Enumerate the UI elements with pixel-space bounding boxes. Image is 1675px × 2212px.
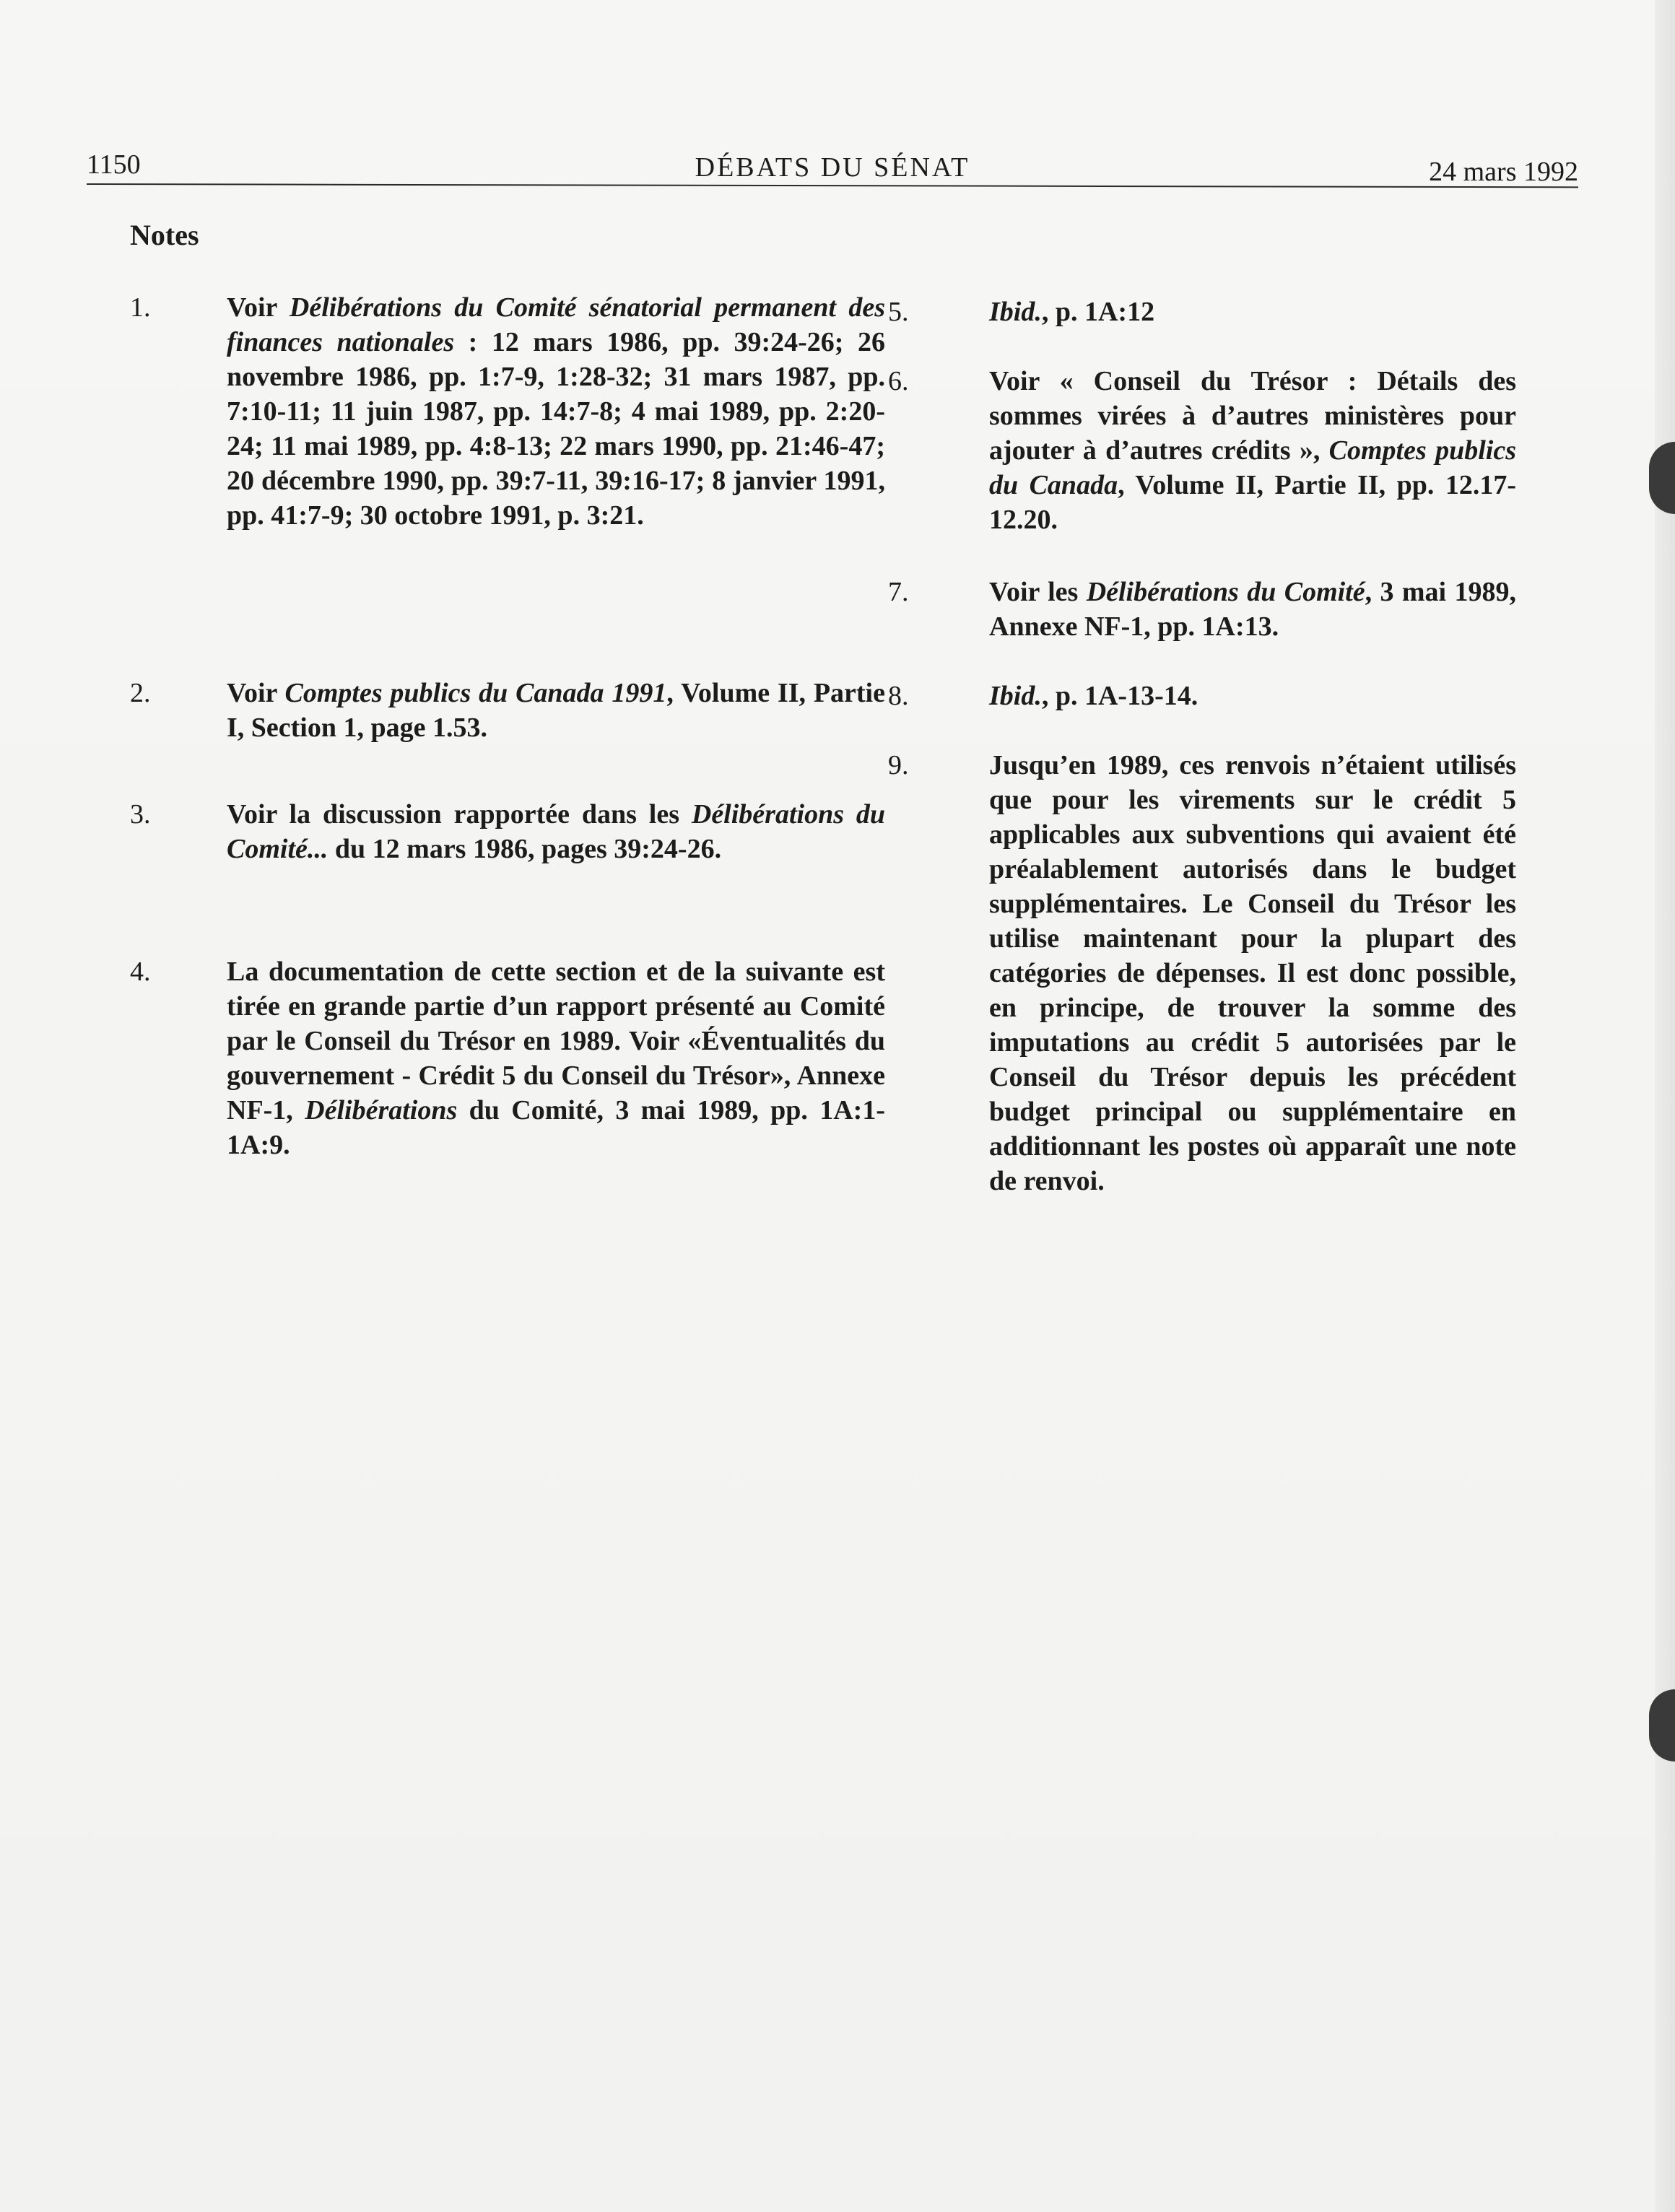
note-number: 9. [888, 750, 909, 780]
note-segment: , Volume II, Partie II, pp. 12.17-12.20. [989, 470, 1516, 535]
note-segment: Voir la discussion rapportée dans les [227, 799, 692, 830]
notes-heading: Notes [130, 219, 199, 251]
note-number: 8. [888, 681, 909, 711]
note-text [989, 748, 1516, 1198]
note-italic-segment: Comptes publics du Canada 1991 [284, 678, 667, 708]
note-text [227, 797, 885, 866]
note-segment: , p. 1A:12 [1041, 297, 1155, 327]
note-italic-segment: Ibid. [989, 681, 1042, 711]
binder-tab-mark [1649, 1689, 1675, 1762]
note-segment: Voir [227, 678, 285, 708]
note-italic-segment: Délibérations du Comité [1086, 577, 1365, 607]
note-text [227, 290, 885, 533]
note-number: 2. [130, 678, 151, 708]
note-italic-segment: Délibérations du Comité sénatorial permanent des finances nationales [227, 292, 885, 357]
note-segment: Voir « Conseil du Trésor : Détails des sommes virées à d’autres ministères pour ajouter à d’autres crédits », [989, 366, 1516, 466]
note-segment: : 12 mars 1986, pp. 39:24-26; 26 novembre 1986, pp. 1:7-9, 1:28-32; 31 mars 1987, pp. 7:10-11; 11 juin 1987, pp. 14:7-8; 4 mai 1989, pp. 2:20-24; 11 mai 1989, pp. 4:8-13; 22 mars 1990, pp. 21:46-47; 20 décembre 1990, pp. 39:7-11, 39:16-17; 8 janvier 1991, pp. 41:7-9; 30 octobre 1991, p. 3:21. [227, 327, 885, 531]
note-italic-segment: Délibérations [305, 1095, 458, 1125]
note-segment: , 3 mai 1989, Annexe NF-1, pp. 1A:13. [989, 577, 1516, 642]
note-segment: , p. 1A-13-14. [1041, 681, 1198, 711]
page-number: 1150 [87, 149, 141, 180]
note-text [989, 364, 1516, 537]
binder-tab-mark [1649, 442, 1675, 514]
note-segment: du 12 mars 1986, pages 39:24-26. [328, 834, 722, 864]
note-number: 3. [130, 799, 151, 830]
running-title: DÉBATS DU SÉNAT [695, 152, 970, 183]
note-segment: Voir [227, 292, 290, 323]
note-text [227, 676, 885, 745]
note-segment: La documentation de cette section et de la suivante est tirée en grande partie d’un rapport présenté au Comité par le Conseil du Trésor en 1989. Voir «Éventualités du gouvernement - Crédit 5 du Conseil du Trésor», Annexe NF-1, [227, 957, 885, 1125]
note-segment: Jusqu’en 1989, ces renvois n’étaient utilisés que pour les virements sur le crédit 5 applicables aux subventions qui avaient été préalablement autorisés dans le budget supplémentaires. Le Conseil du Trésor les utilise maintenant pour la plupart des catégories de dépenses. Il est donc possible, en principe, de trouver la somme des imputations au crédit 5 autorisées par le Conseil du Trésor depuis les précédent budget principal ou supplémentaire en additionnant les postes où apparaît une note de renvoi. [989, 750, 1516, 1196]
note-italic-segment: Comptes publics du Canada [989, 435, 1516, 500]
note-text [989, 679, 1516, 713]
note-number: 4. [130, 957, 151, 987]
note-number: 7. [888, 577, 909, 607]
header-date: 24 mars 1992 [1429, 157, 1578, 187]
note-text [989, 295, 1516, 329]
note-segment: , Volume II, Partie I, Section 1, page 1.53. [227, 678, 885, 743]
note-number: 5. [888, 297, 909, 327]
page-edge [1655, 0, 1675, 2212]
note-text [227, 954, 885, 1162]
note-segment: du Comité, 3 mai 1989, pp. 1A:1-1A:9. [227, 1095, 885, 1160]
note-number: 6. [888, 366, 909, 396]
note-segment: Voir les [989, 577, 1087, 607]
note-italic-segment: Délibérations du Comité... [227, 799, 885, 864]
note-italic-segment: Ibid. [989, 297, 1042, 327]
note-text [989, 575, 1516, 644]
note-number: 1. [130, 292, 151, 323]
